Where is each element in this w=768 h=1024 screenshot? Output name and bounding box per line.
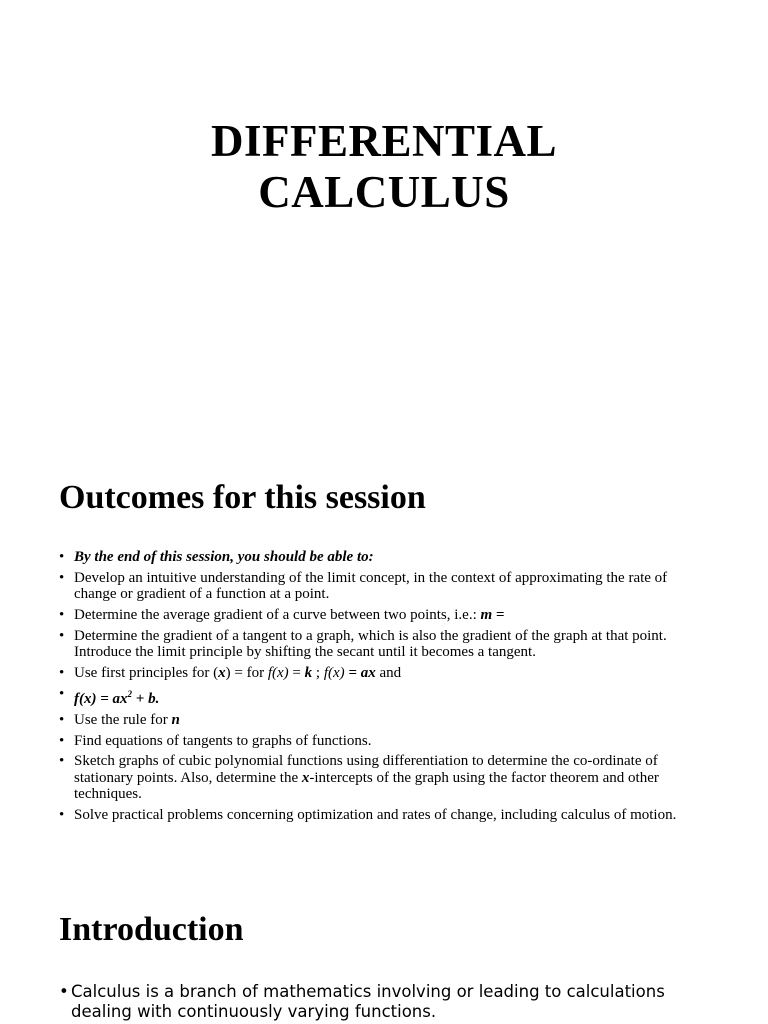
first-principles-and: and — [375, 665, 402, 682]
first-principles-k: k — [304, 665, 313, 682]
list-item — [59, 628, 699, 661]
cubic-part-1: Sketch graphs of cubic polynomial functions using differentiation to determine the co-ordinate of stationary points. Also, determine the — [74, 753, 658, 786]
outcome-practical: Solve practical problems concerning optimization and rates of change, including calculus of motion. — [74, 807, 677, 824]
outcome-tangent-gradient: Determine the gradient of a tangent to a graph, which is also the gradient of the graph at that point. Introduce the limit principle by shifting the secant until it becomes a tangent. — [74, 627, 667, 661]
list-item — [59, 549, 699, 566]
introduction-list — [59, 982, 719, 1022]
list-item — [59, 686, 699, 708]
outcome-rule: Use the rule for — [74, 711, 172, 728]
first-principles-f1: f(x) — [267, 665, 289, 682]
title-line-1: DIFFERENTIAL — [210, 116, 558, 166]
average-gradient-formula: m = — [480, 607, 505, 624]
list-item — [59, 753, 699, 803]
list-item — [59, 712, 699, 729]
title-line-2: CALCULUS — [258, 167, 510, 217]
cubic-part-2: -intercepts of the graph using the factor theorem and other techniques. — [74, 769, 659, 803]
first-principles-prefix: Use first principles for ( — [74, 665, 219, 682]
list-item — [59, 570, 699, 603]
first-principles-sep: ; — [312, 665, 324, 682]
first-principles-eq-ax: = ax — [344, 665, 376, 682]
outcome-average-gradient: Determine the average gradient of a curve between two points, i.e.: — [74, 607, 481, 624]
list-item — [59, 665, 699, 682]
quadratic-lhs: f(x) = ax — [74, 690, 128, 707]
cubic-var: x — [301, 769, 310, 786]
outcome-limit-concept: Develop an intuitive understanding of the limit concept, in the context of approximating the rate of change or gradient of a function at a point. — [74, 569, 668, 603]
list-item — [59, 607, 699, 624]
introduction-heading: Introduction — [59, 911, 244, 948]
outcomes-heading: Outcomes for this session — [59, 479, 426, 516]
quadratic-exponent: 2 — [127, 688, 133, 699]
document-title — [0, 116, 768, 218]
list-item — [59, 982, 719, 1022]
introduction-slide — [0, 880, 768, 1024]
outcomes-slide — [0, 440, 768, 880]
outcomes-intro: By the end of this session, you should be able to: — [74, 549, 374, 565]
first-principles-eq-k: = — [288, 665, 305, 682]
first-principles-f2: f(x) — [323, 665, 345, 682]
rule-var: n — [171, 711, 180, 728]
quadratic-rhs: + b. — [132, 690, 160, 707]
title-slide — [0, 0, 768, 440]
list-item — [59, 807, 699, 824]
outcomes-list — [59, 549, 699, 828]
outcome-tangents: Find equations of tangents to graphs of functions. — [74, 732, 372, 749]
first-principles-middle: ) = for — [225, 665, 268, 682]
list-item — [59, 733, 699, 750]
introduction-text: Calculus is a branch of mathematics involving or leading to calculations dealing with continuously varying functions. — [71, 982, 665, 1021]
first-principles-var: x — [218, 665, 226, 682]
